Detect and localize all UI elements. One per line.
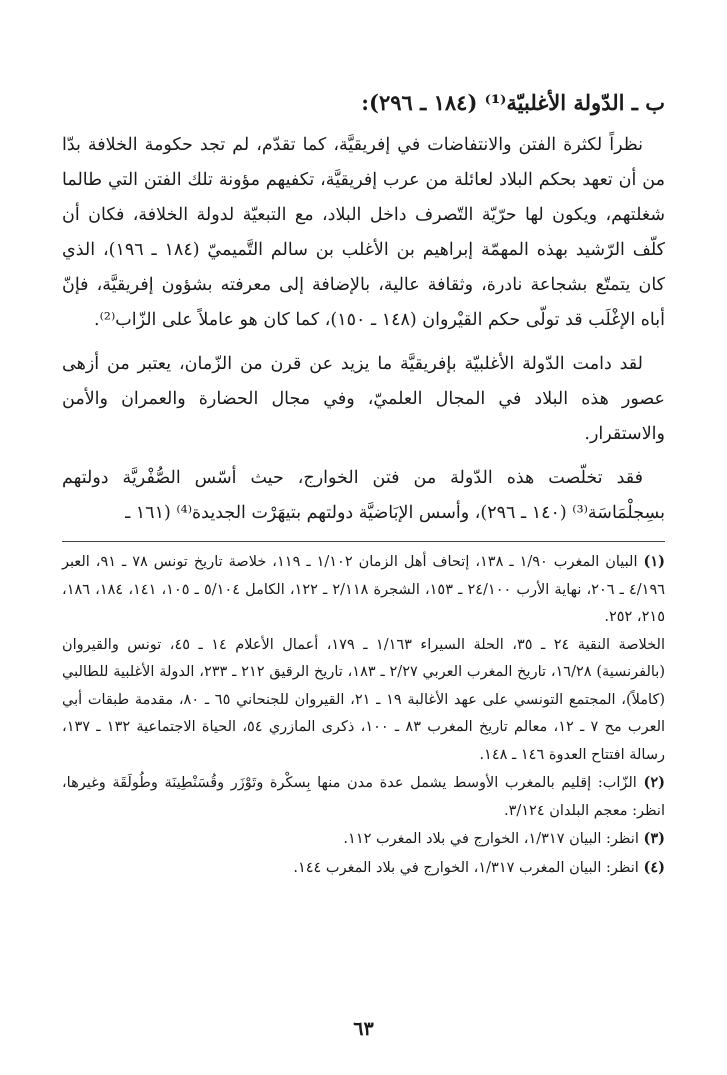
footnote-1-continued (62, 632, 665, 770)
footnote-number: (٣) (643, 830, 665, 847)
footnote-1 (62, 548, 665, 632)
page-number: ٦٣ (353, 1018, 374, 1040)
paragraph-2: لقد دامت الدّولة الأغلبيّة بإفريقيَّة ما يزيد عن قرن من الزّمان، يعتبر من أزهى عصور هذه البلاد في المجال العلميّ، وفي مجال الحضارة والعمران والأمن والاستقرار. (62, 354, 665, 444)
footnote-number: (٢) (643, 774, 665, 791)
footnote-3 (62, 825, 665, 854)
footnote-text: الزّاب: إقليم بالمغرب الأوسط يشمل عدة مدن منها بِسكْرة وتَوْزَر وقُسَنْطِينَة وطُولَقَة وغيرها، انظر: معجم البلدان ٣/١٢٤. (62, 775, 665, 819)
footnote-text: البيان المغرب ١/٩٠ ـ ١٣٨، إتحاف أهل الزمان ١/١٠٢ ـ ١١٩، خلاصة تاريخ تونس ٧٨ ـ ٩١، العبر ٤/١٩٦ ـ ٢٠٦، نهاية الأرب ٢٤/١٠٠ ـ ١٥٣، الشجرة ٢/١١٨ ـ ١٢٢، الكامل ٥/١٠٤ ـ ١٠٥، ١٤١، ١٨٤، ١٨٦، ٢١٥، ٢٥٢. (62, 554, 666, 625)
footnote-number: (٤) (643, 858, 665, 876)
footnote-divider (62, 541, 665, 542)
section-heading: ب ـ الدّولة الأغلبيّة⁽¹⁾ (١٨٤ ـ ٢٩٦): (361, 90, 665, 115)
footnotes (62, 548, 665, 882)
footnote-text: انظر: البيان ١/٣١٧، الخوارج في بلاد المغرب ١١٢. (343, 831, 639, 847)
footnote-text: انظر: البيان المغرب ١/٣١٧، الخوارج في بلاد المغرب ١٤٤. (293, 859, 639, 876)
footnote-number: (١) (643, 553, 666, 570)
footnote-2 (62, 769, 665, 825)
paragraph-3: فقد تخلّصت هذه الدّولة من فتن الخوارج، حيث أسّس الصُّفْريَّة دولتهم بسِجلْمَاسَة⁽³⁾ (١٤٠ ـ ٢٩٦)، وأسس الإبَاضيَّة دولتهم بتيهَرْت الجديدة⁽⁴⁾ (١٦١ ـ (62, 468, 665, 523)
footnote-text: الخلاصة النقية ٢٤ ـ ٣٥، الحلة السيراء ١/١٦٣ ـ ١٧٩، أعمال الأعلام ١٤ ـ ٤٥، تونس والقيروان (بالفرنسية) ١٦/٢٨، تاريخ المغرب العربي ٢/٢٧ ـ ١٨٣، تاريخ الرقيق ٢١٢ ـ ٢٣٣، الدولة الأغلبية للطالبي (كاملاً)، المجتمع التونسي على عهد الأغالبة ١٩ ـ ٢١، القيروان للجنحاني ٦٥ ـ ٨٠، مقدمة طبقات أبي العرب مح ٧ ـ ١٢، معالم تاريخ المغرب ٨٣ ـ ١٠٠، ذكرى المازري ٥٤، الحياة الاجتماعية ١٣٢ ـ ١٣٧، رسالة افتتاح العدوة ١٤٦ ـ ١٤٨. (62, 636, 666, 763)
paragraph-1: نظراً لكثرة الفتن والانتفاضات في إفريقيَّة، كما تقدّم، لم تجد حكومة الخلافة بدّا من أن تعهد بحكم البلاد لعائلة من عرب إفريقيَّة، تكفيهم مؤونة تلك الفتن التي طالما شغلتهم، ويكون لها حرّيّة التّصرف داخل البلاد، مع التبعيّة لدولة الخلافة، فكان أن كلّف الرّشيد بهذه المهمّة إبراهيم بن الأغلب بن سالم التَّميميّ (١٨٤ ـ ١٩٦)، الذي كان يتمتّع بشجاعة نادرة، وثقافة عالية، بالإضافة إلى معرفته بشؤون إفريقيَّة، فإنّ أباه الإغْلَب قد تولّى حكم القيْروان (١٤٨ ـ ١٥٠)، كما كان هو عاملاً على الزّاب⁽²⁾. (62, 135, 666, 330)
footnote-4 (62, 854, 665, 883)
